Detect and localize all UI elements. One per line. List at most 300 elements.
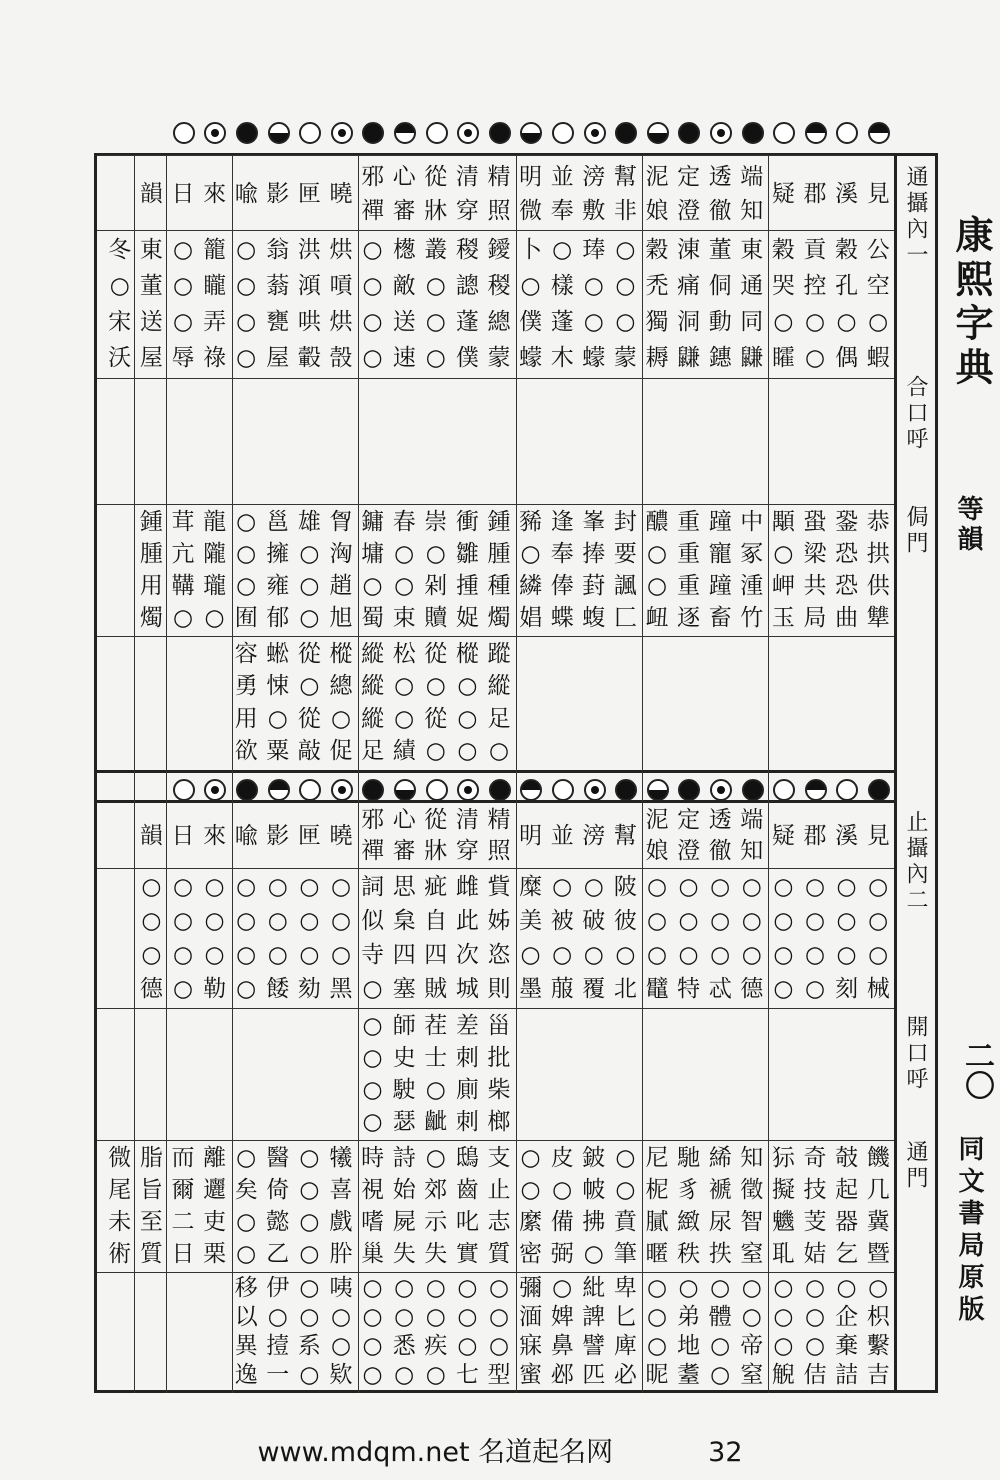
table-cell: 質 <box>139 1240 163 1267</box>
table-cell: 枳 <box>866 1304 890 1330</box>
table-cell: ○ <box>425 673 446 700</box>
table-cell: 異 <box>234 1333 258 1359</box>
table-cell: ○ <box>804 1275 826 1301</box>
table-cell: 尾 <box>108 1176 132 1203</box>
table-cell: 志 <box>487 1208 511 1235</box>
table-cell: ○ <box>299 1240 320 1267</box>
table-cell: 從 <box>424 705 448 732</box>
table-cell: 逢 <box>550 508 574 535</box>
table-cell: ○ <box>425 309 446 336</box>
table-cell: 戲 <box>329 1208 353 1235</box>
table-cell: 忒 <box>708 975 732 1002</box>
rhyme-cell <box>641 506 673 634</box>
initial-header <box>862 805 894 867</box>
table-cell: 縱 <box>487 673 511 700</box>
table-cell: 穀 <box>835 236 859 263</box>
table-cell: ○ <box>741 907 762 934</box>
table-cell: ○ <box>868 941 889 968</box>
table-cell: 卜 <box>519 236 543 263</box>
table-cell: 器 <box>835 1208 859 1235</box>
table-cell: 腫 <box>487 540 511 567</box>
table-cell: 繫 <box>866 1333 890 1359</box>
table-cell: ○ <box>552 236 573 263</box>
table-cell: 東 <box>740 236 764 263</box>
table-cell: 祿 <box>203 345 227 372</box>
table-cell: 賁 <box>613 1208 637 1235</box>
table-cell: 醫 <box>266 1144 290 1171</box>
rhyme-cell <box>136 232 168 377</box>
table-cell: 心 <box>392 163 416 190</box>
table-cell: 恣 <box>487 941 511 968</box>
table-cell: 一 <box>266 1362 290 1388</box>
rhyme-cell <box>483 870 515 1006</box>
rhyme-cell <box>736 1142 768 1270</box>
rhyme-cell <box>578 870 610 1006</box>
table-cell: 蒙 <box>613 345 637 372</box>
table-cell: ○ <box>299 540 320 567</box>
table-cell: 屋 <box>139 345 163 372</box>
table-cell: 端 <box>740 807 764 833</box>
table-cell: 績 <box>392 738 416 765</box>
rhyme-cell <box>736 870 768 1006</box>
tone-mark <box>647 122 669 144</box>
table-cell: 非 <box>613 197 637 224</box>
label-he-kou: 合口呼 <box>903 375 928 453</box>
rhyme-cell <box>325 638 357 768</box>
table-cell: ○ <box>488 1333 510 1359</box>
page-number: 二〇 <box>959 1040 994 1100</box>
table-cell: 俸 <box>550 572 574 599</box>
initial-header <box>610 805 642 867</box>
publisher: 同文書局原版 <box>954 1135 984 1327</box>
table-cell: ○ <box>394 1275 415 1301</box>
table-cell: 諷 <box>613 572 637 599</box>
table-cell: 乞 <box>835 1240 859 1267</box>
table-cell: 旭 <box>329 604 353 631</box>
table-cell: 刻 <box>835 975 859 1002</box>
table-cell: ○ <box>267 1304 288 1330</box>
table-cell: 佶 <box>803 1362 827 1388</box>
table-cell: ○ <box>520 941 541 968</box>
table-cell: 卑 <box>613 1275 637 1301</box>
table-cell: 悉 <box>392 1333 416 1359</box>
initial-header <box>230 160 262 228</box>
table-cell: 胷 <box>329 508 353 535</box>
table-cell: 隴 <box>203 540 227 567</box>
table-cell: 來 <box>203 180 227 207</box>
rhyme-cell <box>325 870 357 1006</box>
rhyme-cell <box>862 1274 894 1390</box>
table-cell: 重 <box>677 540 701 567</box>
table-cell: 褫 <box>708 1176 732 1203</box>
initial-header <box>136 160 168 228</box>
table-cell: ○ <box>236 309 257 336</box>
table-cell: ○ <box>710 1275 731 1301</box>
table-cell: 轂 <box>297 345 321 372</box>
table-cell: 曲 <box>835 604 859 631</box>
table-cell: 實 <box>455 1240 479 1267</box>
table-cell: ○ <box>804 975 826 1002</box>
table-cell: 鴟 <box>455 1144 479 1171</box>
table-cell: ○ <box>362 345 383 372</box>
table-cell: ○ <box>236 508 257 535</box>
table-cell: 徵 <box>740 1176 764 1203</box>
table-cell: ○ <box>646 1304 668 1330</box>
table-cell: 彼 <box>613 907 637 934</box>
table-cell: 供 <box>866 572 890 599</box>
table-cell: ○ <box>552 873 573 900</box>
initial-header <box>420 160 452 228</box>
table-cell: 覆 <box>582 975 606 1002</box>
table-cell: ○ <box>236 572 257 599</box>
table-cell: 娘 <box>645 838 669 864</box>
table-cell: 詩 <box>392 1144 416 1171</box>
table-cell: 匣 <box>297 180 321 207</box>
label-tong-men: 通門 <box>903 1140 928 1192</box>
table-cell: 蓊 <box>266 272 290 299</box>
table-cell: 影 <box>266 180 290 207</box>
table-cell: ○ <box>267 873 288 900</box>
table-cell: 茸 <box>171 508 195 535</box>
table-cell: 敲 <box>297 738 321 765</box>
table-cell: ○ <box>741 1304 762 1330</box>
table-cell: 叢 <box>424 236 448 263</box>
tone-mark <box>489 779 511 801</box>
table-cell: 奉 <box>550 197 574 224</box>
table-cell: ○ <box>204 604 225 631</box>
table-cell: ○ <box>741 1275 762 1301</box>
tone-mark <box>836 779 858 801</box>
rhyme-cell <box>230 1142 262 1270</box>
label-ju-men: 侷門 <box>903 505 928 557</box>
table-cell: 定 <box>677 807 701 833</box>
table-cell: ○ <box>330 907 352 934</box>
table-cell: 琫 <box>582 236 606 263</box>
table-cell: ○ <box>141 907 162 934</box>
table-cell: 芰 <box>803 1208 827 1235</box>
table-cell: 娼 <box>519 604 543 631</box>
table-cell: 穿 <box>455 197 479 224</box>
table-cell: ○ <box>457 1333 478 1359</box>
rhyme-cell <box>515 232 547 377</box>
initial-header <box>325 805 357 867</box>
table-cell: 術 <box>108 1240 132 1267</box>
tone-mark <box>710 122 732 144</box>
rhyme-cell <box>388 1010 420 1138</box>
table-cell: 匣 <box>297 822 321 849</box>
table-cell: 雛 <box>455 540 479 567</box>
rhyme-cell <box>262 232 294 377</box>
table-cell: ○ <box>488 1275 510 1301</box>
row-divider <box>97 378 897 379</box>
table-cell: 巢 <box>361 1240 385 1267</box>
table-cell: 疵 <box>424 873 448 900</box>
table-cell: 清 <box>455 807 479 833</box>
table-cell: 容 <box>234 640 258 667</box>
table-cell: ○ <box>741 873 762 900</box>
table-cell: 控 <box>803 272 827 299</box>
table-cell: 墨 <box>519 975 543 1002</box>
rhyme-cell <box>578 232 610 377</box>
table-cell: ○ <box>457 673 478 700</box>
table-cell: 伊 <box>266 1275 290 1301</box>
initial-header <box>199 160 231 228</box>
rhyme-cell <box>831 232 863 377</box>
rhyme-cell <box>515 1274 547 1390</box>
table-cell: ○ <box>299 1275 320 1301</box>
table-cell: 撎 <box>266 1333 290 1359</box>
table-cell: 涷 <box>677 236 701 263</box>
table-cell: ○ <box>836 1275 857 1301</box>
table-cell: 樅 <box>329 640 353 667</box>
row-divider <box>97 868 897 869</box>
table-cell: ○ <box>236 873 257 900</box>
table-cell: 擬 <box>771 1176 795 1203</box>
table-cell: 瑟 <box>392 1108 416 1135</box>
tone-mark <box>584 779 606 801</box>
table-cell: 緻 <box>677 1208 701 1235</box>
table-cell: 智 <box>740 1208 764 1235</box>
initial-header <box>515 160 547 228</box>
rhyme-cell <box>199 1142 231 1270</box>
table-cell: 蜙 <box>266 640 290 667</box>
rhyme-cell <box>483 638 515 768</box>
rhyme-cell <box>736 506 768 634</box>
table-cell: ○ <box>457 705 478 732</box>
table-cell: ○ <box>488 1304 510 1330</box>
row-divider <box>97 1140 897 1141</box>
rhyme-cell <box>167 506 199 634</box>
table-cell: 揰 <box>455 572 479 599</box>
rhyme-cell <box>136 1142 168 1270</box>
rhyme-cell <box>831 870 863 1006</box>
table-cell: 稯 <box>487 272 511 299</box>
rhyme-cell <box>483 1142 515 1270</box>
rhyme-cell <box>610 1142 642 1270</box>
table-cell: ○ <box>710 907 731 934</box>
table-cell: 偶 <box>835 345 859 372</box>
table-cell: 瓏 <box>203 572 227 599</box>
table-cell: 四 <box>424 941 448 968</box>
table-cell: 黑 <box>329 975 353 1002</box>
rhyme-cell <box>452 506 484 634</box>
table-cell: 寵 <box>708 540 732 567</box>
tone-mark <box>331 122 353 144</box>
table-cell: ○ <box>425 1076 446 1103</box>
table-cell: 狋 <box>771 1144 795 1171</box>
table-cell: 旨 <box>139 1176 163 1203</box>
table-cell: 局 <box>803 604 827 631</box>
table-cell: 鍾 <box>139 508 163 535</box>
table-cell: 帝 <box>740 1333 764 1359</box>
initial-header <box>167 805 199 867</box>
table-cell: 從 <box>424 807 448 833</box>
table-cell: 知 <box>740 197 764 224</box>
table-cell: 技 <box>803 1176 827 1203</box>
table-cell: 自 <box>424 907 448 934</box>
table-cell: 移 <box>234 1275 258 1301</box>
table-cell: 屋 <box>266 345 290 372</box>
table-cell: 邕 <box>266 508 290 535</box>
table-cell: 支 <box>487 1144 511 1171</box>
table-cell: 七 <box>455 1362 479 1388</box>
tone-mark <box>520 779 542 801</box>
table-cell: 滂 <box>582 822 606 849</box>
rhyme-cell <box>673 1274 705 1390</box>
table-cell: ○ <box>172 236 194 263</box>
table-cell: 抶 <box>708 1240 732 1267</box>
table-cell: 東 <box>139 236 163 263</box>
table-cell: 柅 <box>645 1176 669 1203</box>
table-cell: 械 <box>866 975 890 1002</box>
table-cell: 湎 <box>519 1304 543 1330</box>
rhyme-cell <box>862 870 894 1006</box>
rhyme-cell <box>768 1274 800 1390</box>
table-cell: 照 <box>487 838 511 864</box>
initial-header <box>167 160 199 228</box>
table-cell: 明 <box>519 163 543 190</box>
table-cell: 棄 <box>835 1333 859 1359</box>
row-divider <box>97 1008 897 1009</box>
initial-header <box>136 805 168 867</box>
rhyme-cell <box>357 638 389 768</box>
table-cell: 駛 <box>392 1076 416 1103</box>
column-divider <box>894 155 897 1393</box>
table-cell: ○ <box>836 309 857 336</box>
table-cell: 寺 <box>361 941 385 968</box>
tone-mark <box>204 122 226 144</box>
table-cell: 暨 <box>866 1240 890 1267</box>
table-cell: ○ <box>425 1304 446 1330</box>
table-cell: 動 <box>708 309 732 336</box>
table-cell: 贖 <box>424 604 448 631</box>
table-cell: ○ <box>362 309 383 336</box>
table-cell: 刺 <box>455 1044 479 1071</box>
rhyme-cell <box>357 232 389 377</box>
tone-mark <box>426 779 448 801</box>
table-cell: 春 <box>392 508 416 535</box>
table-cell: 蝶 <box>550 604 574 631</box>
label-zhi-she: 止攝內二 <box>903 810 928 914</box>
table-cell: 沃 <box>108 345 132 372</box>
table-cell: 倚 <box>266 1176 290 1203</box>
table-cell: 洪 <box>297 236 321 263</box>
table-cell: ○ <box>678 873 699 900</box>
initial-header <box>388 160 420 228</box>
table-cell: 郡 <box>803 822 827 849</box>
table-cell: ○ <box>804 309 826 336</box>
table-cell: 恭 <box>866 508 890 535</box>
table-cell: ○ <box>172 941 194 968</box>
initial-header <box>799 160 831 228</box>
table-cell: 端 <box>740 163 764 190</box>
table-cell: ○ <box>710 941 731 968</box>
table-cell: 德 <box>740 975 764 1002</box>
table-cell: 擁 <box>266 540 290 567</box>
table-cell: 矣 <box>234 1176 258 1203</box>
rhyme-cell <box>641 1142 673 1270</box>
tone-mark <box>742 122 764 144</box>
table-cell: 澒 <box>297 272 321 299</box>
table-cell: 冢 <box>740 540 764 567</box>
table-cell: 蓬 <box>455 309 479 336</box>
row-divider <box>97 155 897 156</box>
initial-header <box>546 805 578 867</box>
table-cell: ○ <box>267 705 288 732</box>
table-cell: 咦 <box>329 1275 353 1301</box>
row-divider <box>97 636 897 637</box>
rhyme-cell <box>546 1274 578 1390</box>
table-cell: ○ <box>552 1275 573 1301</box>
table-cell: 絺 <box>708 1144 732 1171</box>
table-cell: 龍 <box>203 508 227 535</box>
table-cell: 蝦 <box>866 345 890 372</box>
table-cell: ○ <box>394 705 415 732</box>
rhyme-cell <box>294 1142 326 1270</box>
table-cell: ○ <box>425 738 446 765</box>
initial-header <box>704 805 736 867</box>
rhyme-cell <box>388 232 420 377</box>
table-cell: 泥 <box>645 807 669 833</box>
rhyme-cell <box>515 870 547 1006</box>
table-cell: 敷 <box>582 197 606 224</box>
table-cell: 嗊 <box>329 272 353 299</box>
table-cell: 乙 <box>266 1240 290 1267</box>
table-cell: 欲 <box>234 738 258 765</box>
table-cell: 史 <box>392 1044 416 1071</box>
table-cell: 日 <box>171 822 195 849</box>
table-cell: ○ <box>236 1240 257 1267</box>
table-cell: 悚 <box>266 673 290 700</box>
table-cell: 衄 <box>645 604 669 631</box>
rhyme-cell <box>704 870 736 1006</box>
table-cell: 送 <box>392 309 416 336</box>
table-cell: 見 <box>866 180 890 207</box>
table-cell: ○ <box>646 572 668 599</box>
table-cell: 士 <box>424 1044 448 1071</box>
rhyme-cell <box>452 638 484 768</box>
table-cell: 崇 <box>424 508 448 535</box>
table-cell: 此 <box>455 907 479 934</box>
rhyme-cell <box>768 506 800 634</box>
table-cell: 縱 <box>361 673 385 700</box>
table-cell: 鍾 <box>487 508 511 535</box>
table-cell: 寐 <box>519 1333 543 1359</box>
initial-header <box>610 160 642 228</box>
table-cell: ○ <box>394 540 415 567</box>
table-cell: ○ <box>236 345 257 372</box>
table-cell: 爾 <box>171 1176 195 1203</box>
rhyme-cell <box>357 506 389 634</box>
table-cell: ○ <box>678 941 699 968</box>
table-cell: 見 <box>866 822 890 849</box>
table-cell: ○ <box>172 604 194 631</box>
tone-mark <box>520 122 542 144</box>
table-cell: 吉 <box>866 1362 890 1388</box>
table-cell: 至 <box>139 1208 163 1235</box>
table-cell: ○ <box>583 309 604 336</box>
rhyme-cell <box>452 870 484 1006</box>
initial-header <box>452 160 484 228</box>
table-cell: 離 <box>203 1144 227 1171</box>
table-cell: ○ <box>457 738 478 765</box>
table-cell: 邲 <box>550 1362 574 1388</box>
rhyme-cell <box>862 506 894 634</box>
table-cell: 僕 <box>455 345 479 372</box>
tone-mark <box>742 779 764 801</box>
rhyme-cell <box>357 1142 389 1270</box>
table-cell: 足 <box>361 738 385 765</box>
